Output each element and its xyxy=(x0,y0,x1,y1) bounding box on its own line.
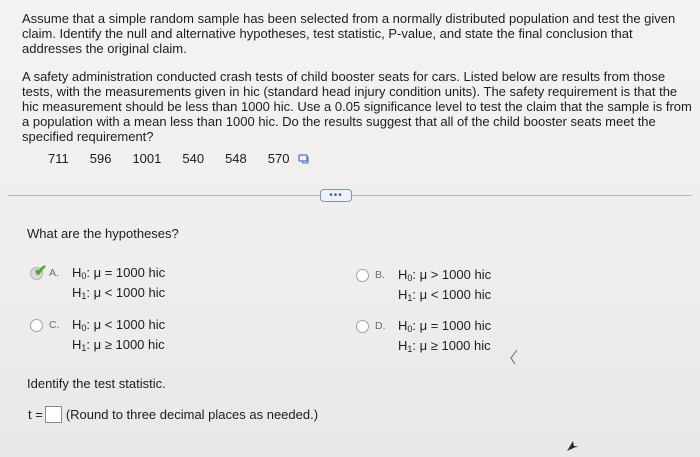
data-value: 540 xyxy=(182,151,205,166)
stray-pen-mark xyxy=(508,349,520,365)
option-letter: A. xyxy=(49,267,59,279)
check-icon: ✔ xyxy=(34,263,48,280)
alternative-hypothesis: $H_1$: μ ≥ 1000 hic xyxy=(398,338,491,354)
question-test-statistic: Identify the test statistic. xyxy=(27,376,166,391)
radio-option-b[interactable] xyxy=(356,269,369,282)
question-hypotheses: What are the hypotheses? xyxy=(27,226,179,241)
data-value: 570 xyxy=(267,151,290,166)
null-hypothesis: $H_0$: μ = 1000 hic xyxy=(398,318,492,334)
data-value: 1001 xyxy=(132,151,162,166)
data-value: 711 xyxy=(48,151,69,166)
alternative-hypothesis: $H_1$: μ ≥ 1000 hic xyxy=(72,337,165,353)
data-value: 596 xyxy=(89,151,112,166)
problem-text: A safety administration conducted crash tests of child booster seats for cars. Listed below are results from those tests, with the measurements given in hic (standard head injury condition units). The safety requirement is that the hic measurement should be less than 1000 hic. Use a 0.05 significance level to test the claim that the sample is from a population with a mean less than 1000 hic. Do the results suggest that all of the child booster seats meet the specified requirement? xyxy=(22,69,692,144)
answer-hint: (Round to three decimal places as needed.) xyxy=(65,407,319,422)
instructions-text: Assume that a simple random sample has been selected from a normally distributed population and test the given claim. Identify the null and alternative hypotheses, test statistic, P-value, and state the final conclusion that addresses the original claim. xyxy=(22,11,676,56)
null-hypothesis: $H_0$: μ > 1000 hic xyxy=(398,267,492,283)
alternative-hypothesis: $H_1$: μ < 1000 hic xyxy=(398,287,492,303)
option-c[interactable] xyxy=(30,315,210,357)
option-letter: B. xyxy=(375,269,385,281)
radio-option-d[interactable] xyxy=(356,320,369,333)
option-letter: D. xyxy=(375,320,386,332)
alternative-hypothesis: $H_1$: μ < 1000 hic xyxy=(72,285,166,301)
data-values-row xyxy=(48,151,310,166)
null-hypothesis: $H_0$: μ < 1000 hic xyxy=(72,317,166,333)
option-letter: C. xyxy=(49,319,60,331)
answer-row xyxy=(28,406,318,423)
more-dots-button[interactable]: ••• xyxy=(320,189,352,202)
cursor-icon xyxy=(565,440,579,452)
option-b[interactable] xyxy=(356,265,536,307)
null-hypothesis: $H_0$: μ = 1000 hic xyxy=(72,265,166,281)
radio-option-c[interactable] xyxy=(30,319,43,332)
option-a[interactable] xyxy=(30,263,210,305)
copy-data-icon[interactable] xyxy=(298,153,310,164)
data-value: 548 xyxy=(225,151,247,166)
answer-label: t = xyxy=(28,407,43,422)
test-statistic-input[interactable] xyxy=(45,406,62,423)
